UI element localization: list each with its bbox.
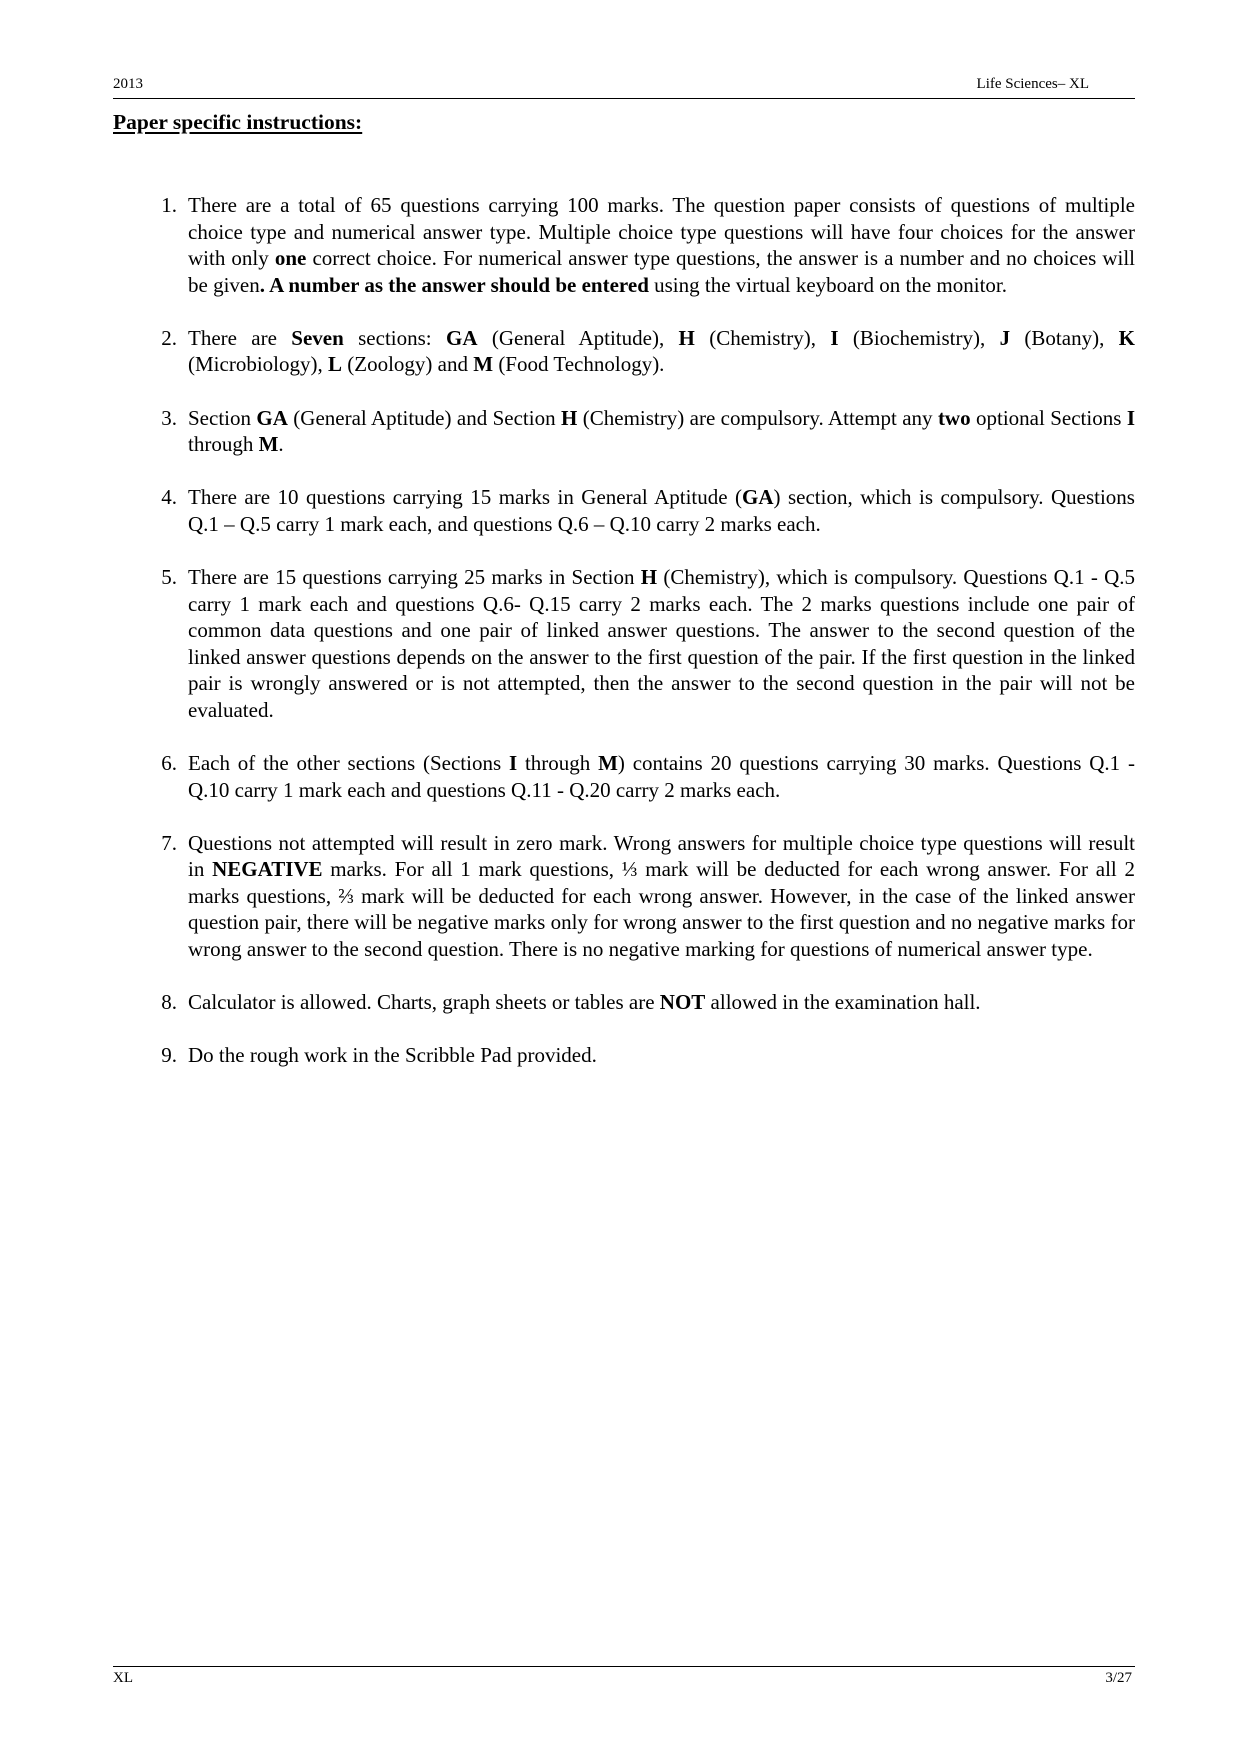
instruction-emphasis: one [274, 246, 307, 271]
instructions-list [161, 192, 1136, 1095]
instruction-item [161, 192, 1135, 298]
instruction-item [161, 750, 1135, 803]
header-year: 2013 [113, 76, 143, 92]
instruction-emphasis: H [640, 564, 658, 589]
instruction-text: (Botany), [1010, 325, 1119, 350]
instruction-number: 4. [161, 485, 177, 510]
instruction-emphasis: two [937, 405, 971, 430]
instruction-emphasis: H [678, 325, 695, 350]
footer-page-number: 3/27 [1105, 1670, 1132, 1686]
instruction-text: through [188, 432, 259, 457]
instruction-text: (Microbiology), [188, 352, 328, 377]
instruction-text: There are 10 questions carrying 15 marks in General Aptitude ( [188, 485, 743, 510]
instruction-number: 9. [161, 1043, 177, 1068]
instruction-text: (Zoology) and [342, 352, 474, 377]
instruction-emphasis: I [508, 751, 518, 775]
instruction-number: 1. [161, 193, 177, 217]
instruction-emphasis: GA [256, 405, 288, 430]
instruction-text: (Chemistry), [694, 325, 831, 350]
instruction-emphasis: NEGATIVE [212, 857, 323, 882]
instruction-number: 5. [161, 564, 177, 589]
instruction-emphasis: M [258, 432, 279, 457]
instruction-text: Section [188, 405, 257, 430]
instruction-emphasis: L [327, 352, 342, 377]
footer-paper-code: XL [113, 1670, 133, 1686]
instruction-emphasis: GA [742, 485, 774, 510]
instruction-item [161, 564, 1135, 724]
instruction-emphasis: . A number as the answer should be entered [259, 272, 649, 297]
instruction-text: through [517, 751, 599, 775]
instruction-text: ) section, which is compulsory. Questions Q.1 – Q.5 carry 1 mark each, and questions Q.6 – Q.10 carry 2 marks each. [188, 485, 1135, 536]
instruction-item [161, 830, 1136, 963]
instruction-text: using the virtual keyboard on the monitor. [648, 272, 1007, 297]
instruction-text: Calculator is allowed. Charts, graph sheets or tables are [188, 990, 660, 1015]
page-header [113, 74, 1135, 99]
instruction-text: . [278, 432, 284, 457]
instruction-text: There are a total of 65 questions carrying 100 marks. The question paper consists of questions of multiple choice type and numerical answer type. Multiple choice type questions will have four choices for the answer with only [188, 193, 1135, 271]
instruction-item [161, 989, 1135, 1016]
instruction-text: (Chemistry), which is compulsory. Questions Q.1 - Q.5 carry 1 mark each and questions Q.6- Q.15 carry 2 marks each. The 2 marks questions include one pair of common data questions and one pair of linked answer questions. The answer to the second question of the linked answer questions depends on the answer to the first question of the pair. If the first question in the linked pair is wrongly answered or is not attempted, then the answer to the second question in the pair will not be evaluated. [188, 564, 1135, 722]
instruction-item [161, 405, 1135, 458]
instruction-text: allowed in the examination hall. [705, 990, 981, 1015]
instruction-text: marks. For all 1 mark questions, ⅓ mark will be deducted for each wrong answer. For all 2 marks questions, ⅔ mark will be deducted for each wrong answer. However, in the case of the linked answer question pair, there will be negative marks only for wrong answer to the first question and no negative marks for wrong answer to the second question. There is no negative marking for questions of numerical answer type. [188, 857, 1136, 962]
instruction-text: correct choice. For numerical answer type questions, the answer is a number and no choices will be given [188, 246, 1135, 297]
instruction-emphasis: I [1126, 405, 1135, 430]
instruction-emphasis: K [1118, 325, 1136, 350]
instruction-text: optional Sections [970, 405, 1127, 430]
instruction-emphasis: GA [445, 325, 478, 350]
instruction-emphasis: Seven [291, 325, 344, 350]
page-footer [113, 1666, 1135, 1691]
instruction-text: There are [188, 325, 292, 350]
instruction-emphasis: I [830, 325, 839, 350]
instruction-emphasis: M [473, 352, 494, 377]
instruction-text: Do the rough work in the Scribble Pad provided. [188, 1043, 597, 1068]
instruction-emphasis: M [598, 751, 618, 775]
instruction-text: sections: [343, 325, 446, 350]
header-subject: Life Sciences– XL [976, 76, 1089, 92]
instruction-number: 2. [161, 325, 177, 350]
instruction-emphasis: J [999, 325, 1011, 350]
instruction-text: (General Aptitude) and Section [287, 405, 562, 430]
instruction-text: Questions not attempted will result in zero mark. Wrong answers for multiple choice type questions will result in [188, 830, 1135, 882]
instruction-text: There are 15 questions carrying 25 marks in Section [188, 564, 641, 589]
instruction-text: (General Aptitude), [477, 325, 679, 350]
instruction-item [161, 484, 1135, 537]
instruction-text: Each of the other sections (Sections [188, 751, 509, 775]
instruction-number: 6. [161, 751, 177, 775]
instruction-text: (Biochemistry), [838, 325, 1000, 350]
instruction-text: ) contains 20 questions carrying 30 marks. Questions Q.1 - Q.10 carry 1 mark each and questions Q.11 - Q.20 carry 2 marks each. [188, 751, 1135, 802]
instruction-text: (Food Technology). [493, 352, 665, 377]
instruction-item [161, 325, 1136, 378]
instruction-text: (Chemistry) are compulsory. Attempt any [577, 405, 938, 430]
instruction-emphasis: NOT [659, 990, 706, 1015]
instruction-number: 3. [161, 405, 177, 430]
instruction-item [161, 1042, 1135, 1069]
instruction-number: 7. [161, 830, 177, 855]
section-title: Paper specific instructions: [113, 110, 363, 134]
instruction-number: 8. [161, 990, 177, 1015]
instruction-emphasis: H [561, 405, 578, 430]
